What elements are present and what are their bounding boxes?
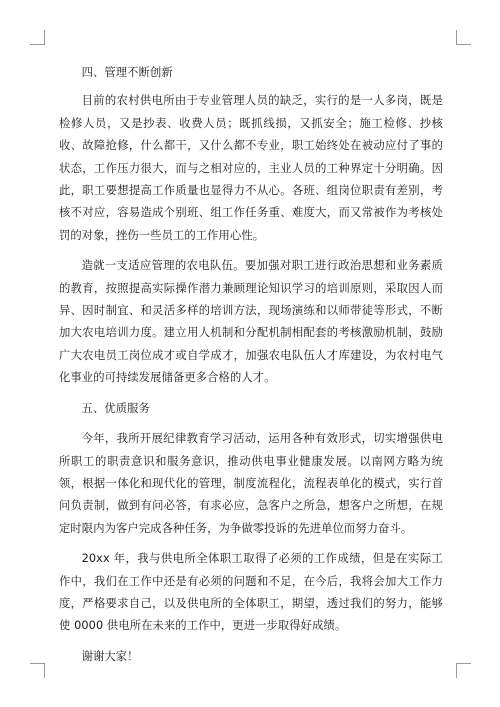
paragraph-staffing-problems: 目前的农村供电所由于专业管理人员的缺乏，实行的是一人多岗，既是检修人员，又是抄表、收费人员；既抓线损，又抓安全；施工检修、抄核收、故障抢修，什么都干，又什么都不专业，职工始终处在被动应付了事的状态，工作压力很大，而与之相对应的，主业人员的工种界定十分明确。因此，职工要想提高工作质量也显得力不从心。各班、组岗位职责有差别，考核不对应，容易造成个别班、组工作任务重、难度大，而又常被作为考核处罚的对象，挫伤一些员工的工作用心性。 xyxy=(59,94,443,242)
document-body xyxy=(59,62,443,668)
crop-mark-top-right xyxy=(456,30,471,45)
paragraph-service-activities: 今年，我所开展纪律教育学习活动，运用各种有效形式，切实增强供电所职工的职责意识和服务意识，推动供电事业健康发展。以南网方略为统领，根据一体化和现代化的管理，制度流程化，流程表单化的模式，实行首问负责制，做到有问必答，有求必应，急客户之所急，想客户之所想，在规定时限内为客户完成各种任务，为争做零投诉的先进单位而努力奋斗。 xyxy=(59,432,443,535)
section-heading-management-innovation: 四、管理不断创新 xyxy=(81,66,173,79)
paragraph-team-building: 造就一支适应管理的农电队伍。要加强对职工进行政治思想和业务素质的教育，按照提高实际操作潜力兼顾理论知识学习的培训原则，采取因人而异、因时制宜、和灵活多样的培训方法，现场演练和以师带徒等形式，不断加大农电培训力度。建立用人机制和分配机制相配套的考核激励机制，鼓励广大农电员工岗位成才或自学成才，加强农电队伍人才库建设，为农村电气化事业的可持续发展储备更多合格的人才。 xyxy=(59,259,443,385)
crop-mark-bottom-left xyxy=(30,663,45,678)
section-heading-quality-service: 五、优质服务 xyxy=(81,401,150,415)
crop-mark-top-left xyxy=(30,30,45,45)
paragraph-summary: 20xx 年，我与供电所全体职工取得了必须的工作成绩，但是在实际工作中，我们在工作中还是有必须的问题和不足，在今后，我将会加大工作力度，严格要求自己，以及供电所的全体职工，期望，透过我们的努力，能够使 0000 供电所在未来的工作中，更进一步取得好成绩。 xyxy=(59,552,443,633)
closing-thanks: 谢谢大家！ xyxy=(81,649,139,663)
crop-mark-bottom-right xyxy=(456,663,471,678)
